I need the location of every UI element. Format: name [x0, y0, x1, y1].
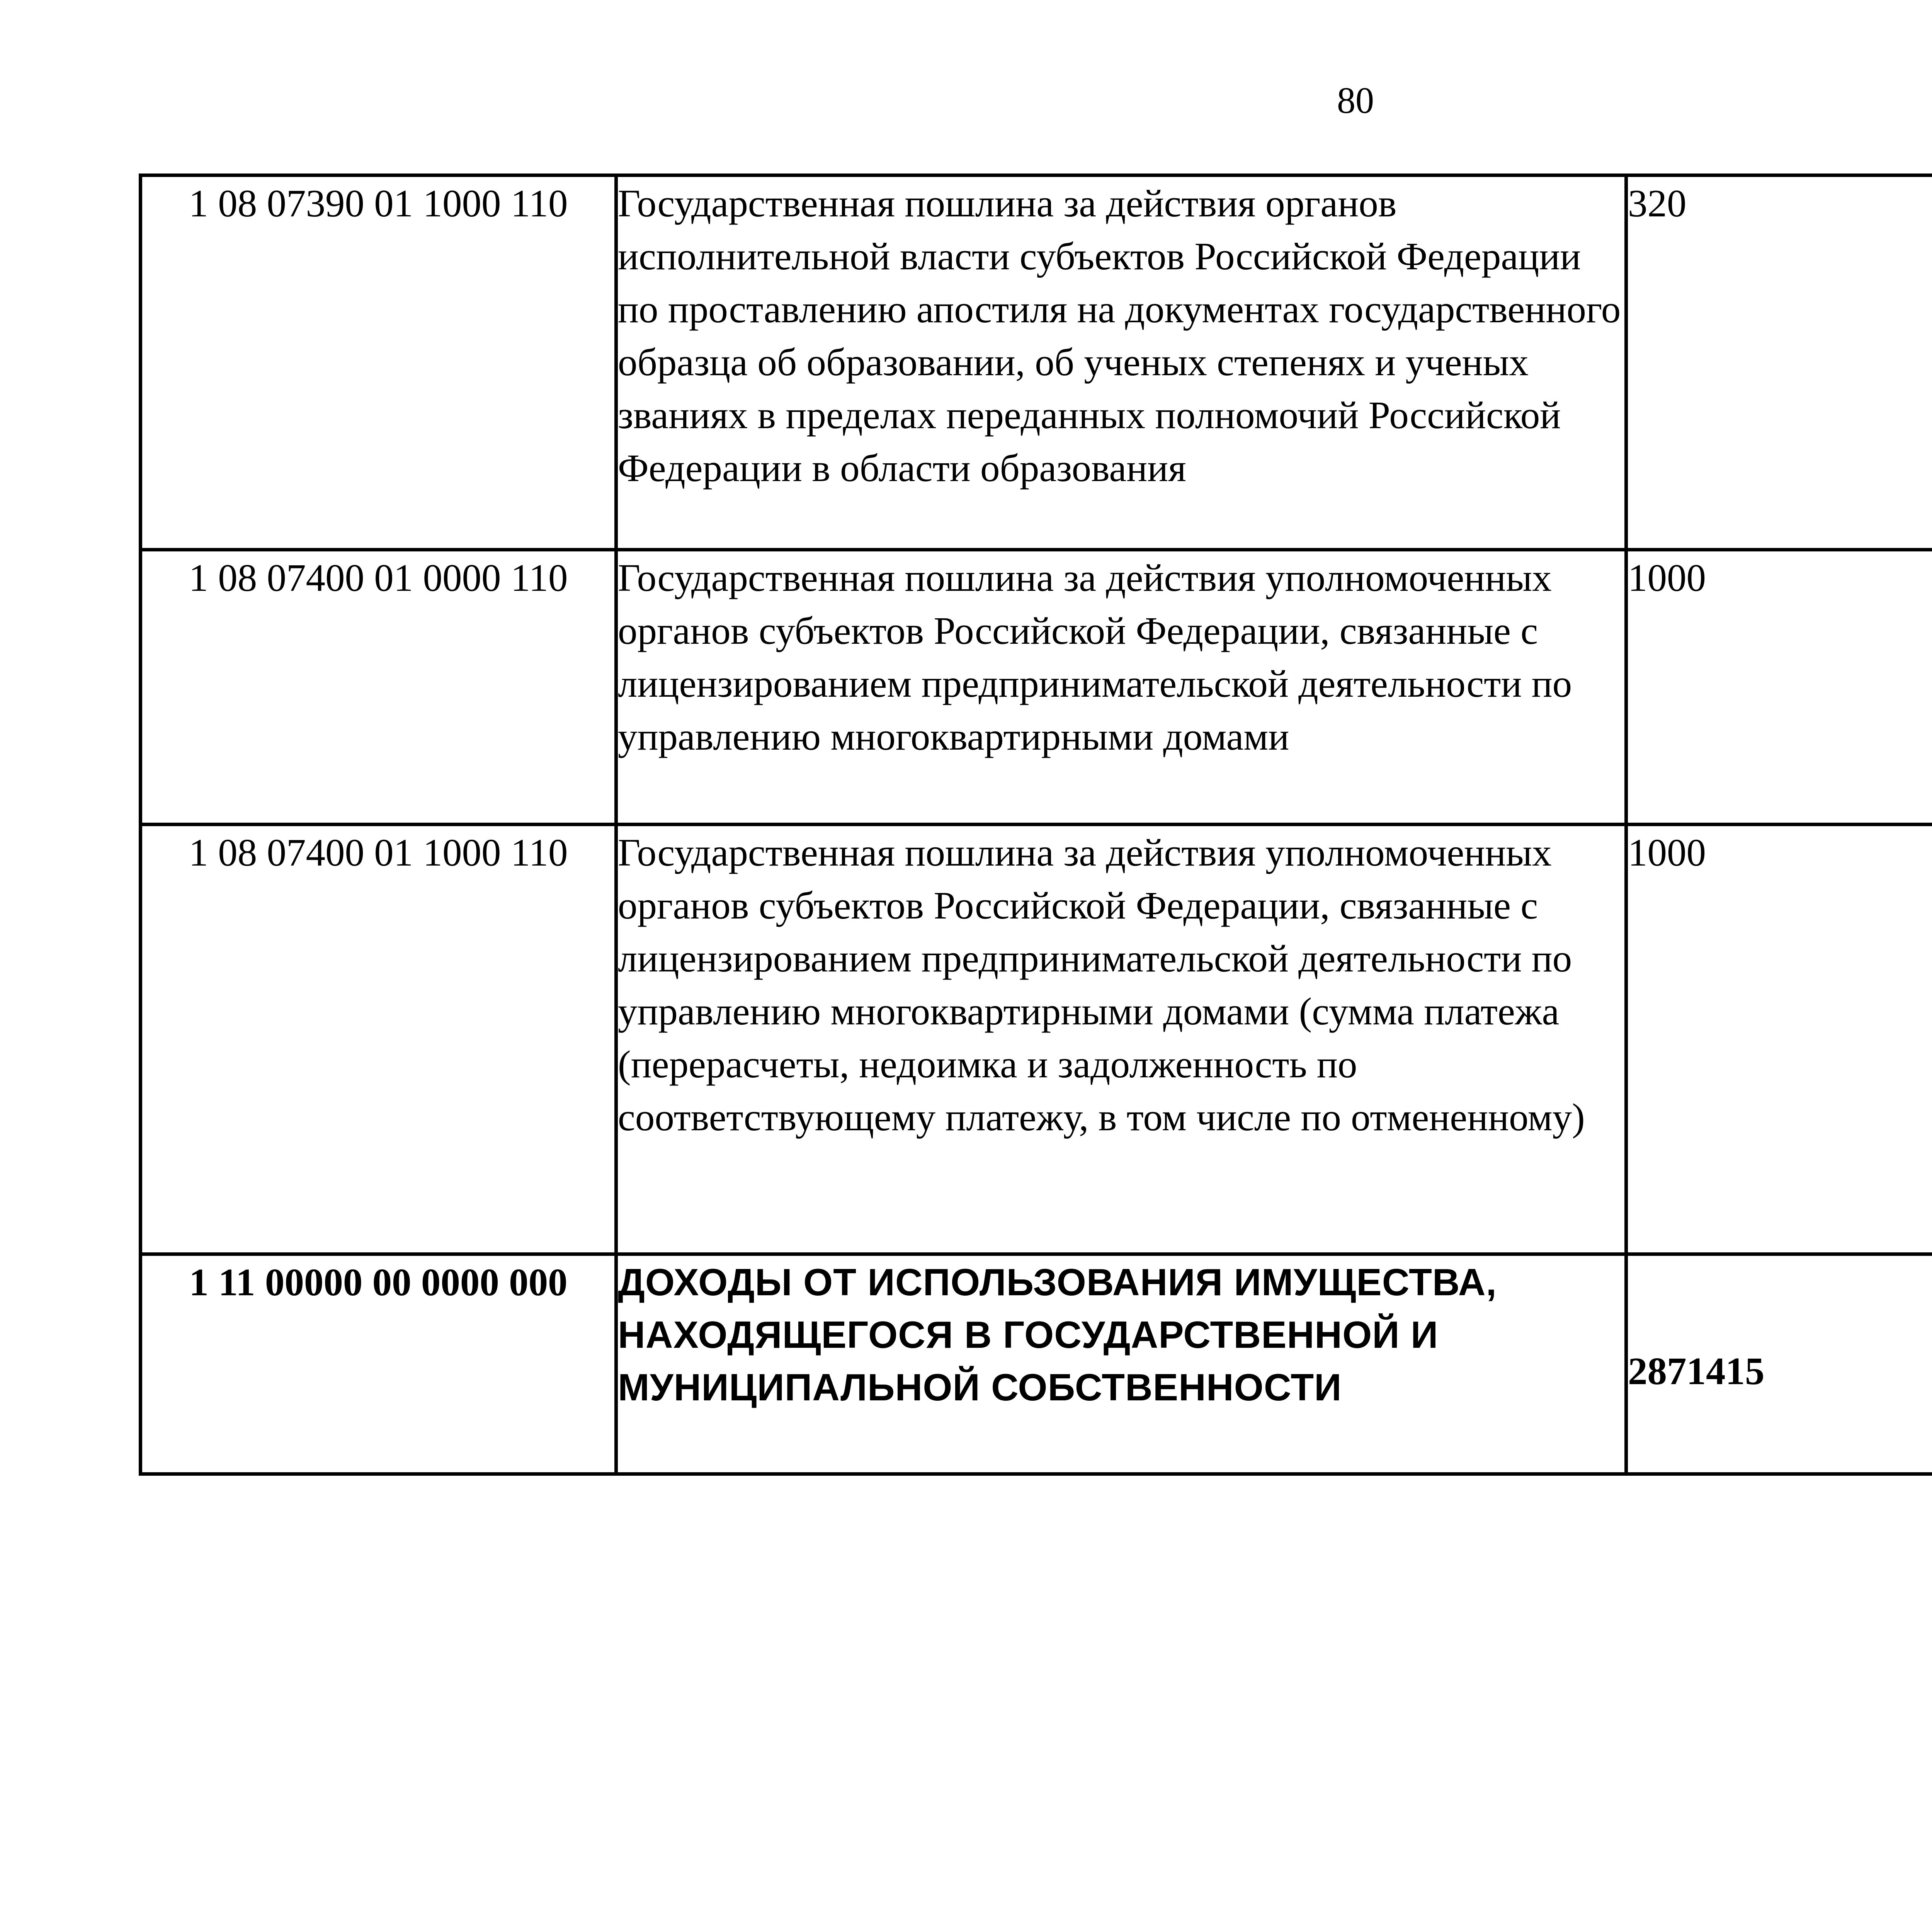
value-cell-1: 1000: [1626, 825, 1932, 1254]
value-cell-1: 2871415: [1626, 1254, 1932, 1474]
page-number: 80: [1337, 80, 1374, 121]
description-cell: Государственная пошлина за действия уполномоченных органов субъектов Российской Федерации, связанные с лицензированием предпринимательской деятельности по управлению многоквартирными домами: [616, 550, 1626, 825]
revenue-table: [139, 173, 1932, 1476]
table-row: [141, 825, 1932, 1254]
value-cell-1: 1000: [1626, 550, 1932, 825]
budget-code-cell: 1 08 07400 01 1000 110: [141, 825, 616, 1254]
description-cell: Государственная пошлина за действия органов исполнительной власти субъектов Российской Федерации по проставлению апостиля на документах государственного образца об образовании, об ученых степенях и ученых званиях в пределах переданных полномочий Российской Федерации в области образования: [616, 175, 1626, 550]
description-cell: ДОХОДЫ ОТ ИСПОЛЬЗОВАНИЯ ИМУЩЕСТВА, НАХОДЯЩЕГОСЯ В ГОСУДАРСТВЕННОЙ И МУНИЦИПАЛЬНОЙ СОБСТВЕННОСТИ: [616, 1254, 1626, 1474]
table-row: [141, 550, 1932, 825]
budget-code-cell: 1 11 00000 00 0000 000: [141, 1254, 616, 1474]
description-cell: Государственная пошлина за действия уполномоченных органов субъектов Российской Федерации, связанные с лицензированием предпринимательской деятельности по управлению многоквартирными домами (сумма платежа (перерасчеты, недоимка и задолженность по соответствующему платежу, в том числе по отмененному): [616, 825, 1626, 1254]
table-row: [141, 175, 1932, 550]
table-row: [141, 1254, 1932, 1474]
value-cell-1: 320: [1626, 175, 1932, 550]
budget-code-cell: 1 08 07390 01 1000 110: [141, 175, 616, 550]
budget-code-cell: 1 08 07400 01 0000 110: [141, 550, 616, 825]
